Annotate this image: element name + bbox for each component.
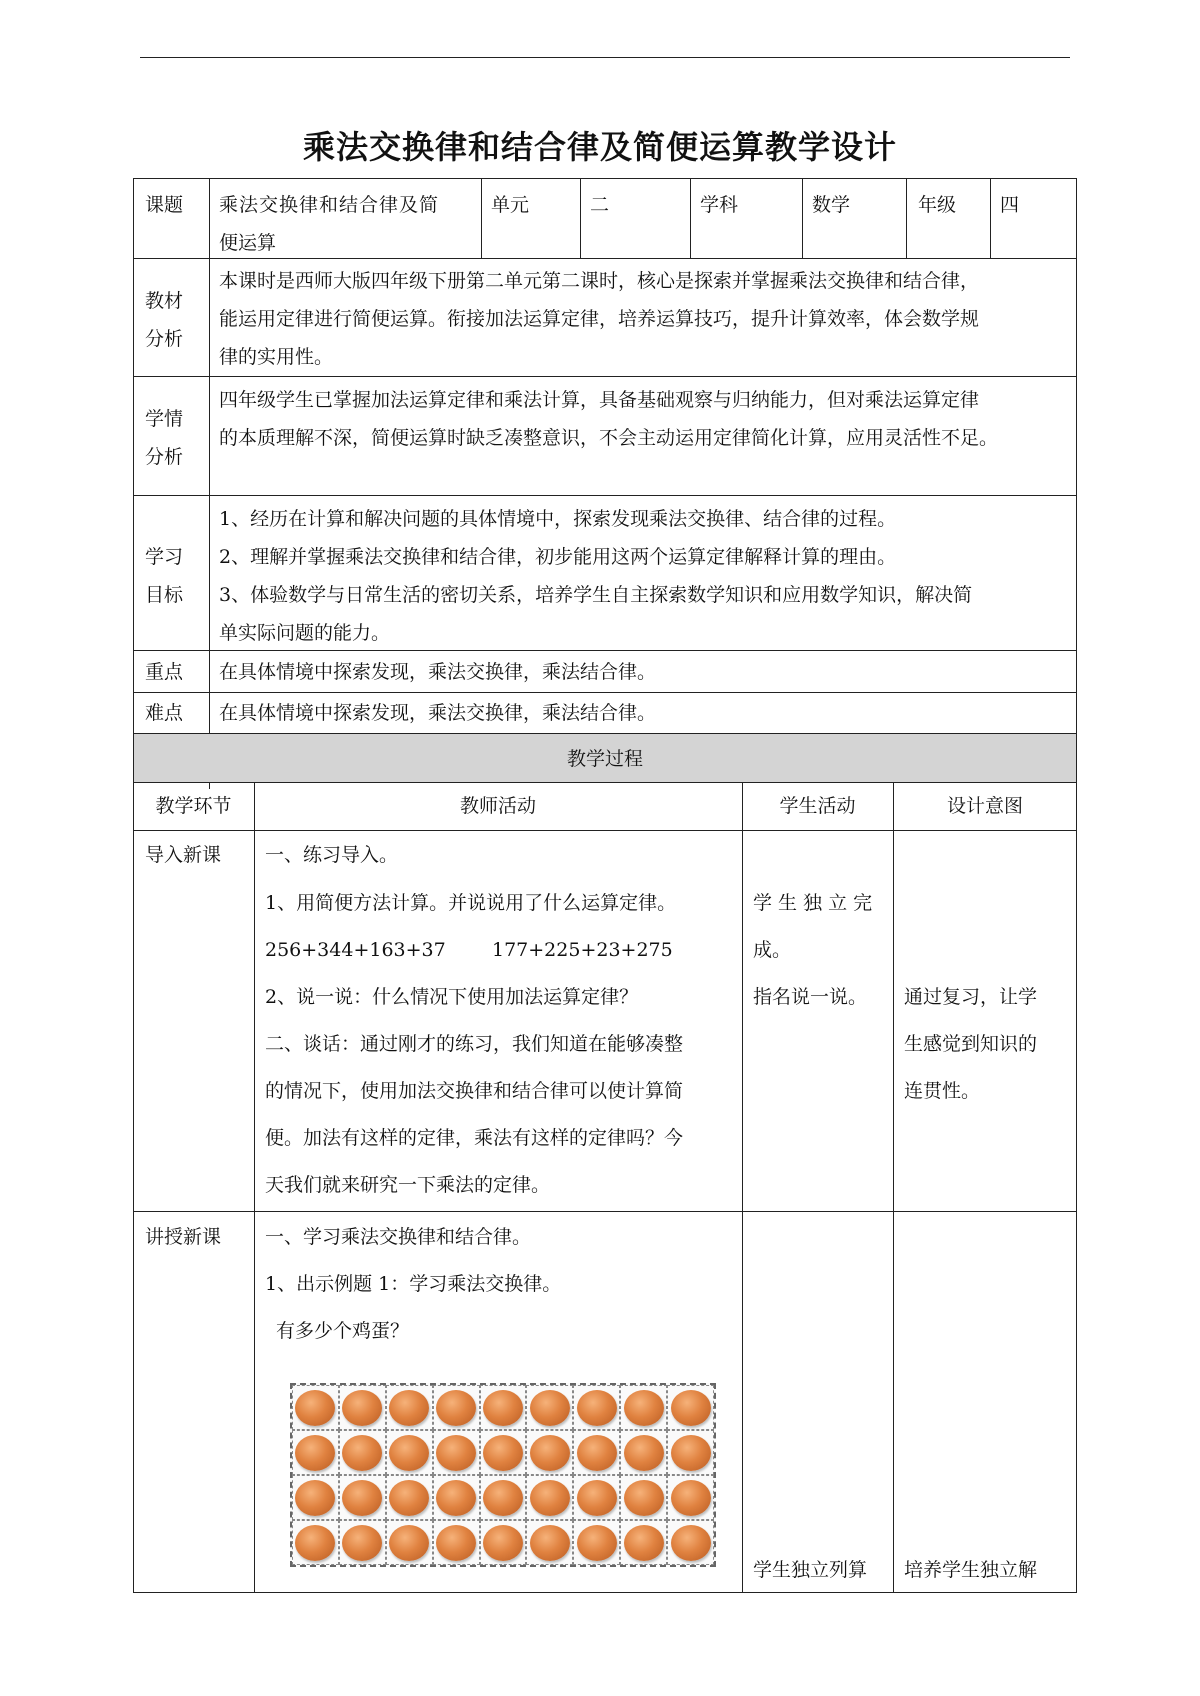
- objective-line: 2、理解并掌握乘法交换律和结合律，初步能用这两个运算定律解释计算的理由。: [219, 546, 897, 568]
- process-heading: 教学过程: [566, 748, 643, 770]
- egg-icon: [671, 1390, 711, 1426]
- header-rule: [140, 57, 1070, 58]
- egg-cell: [292, 1430, 339, 1475]
- grade-value: 四: [1000, 194, 1020, 216]
- unit-value: 二: [590, 194, 610, 216]
- intro-teacher-line: 2、说一说：什么情况下使用加法运算定律？: [265, 986, 639, 1008]
- egg-cell: [433, 1475, 480, 1520]
- egg-icon: [624, 1435, 664, 1471]
- egg-cell: [433, 1430, 480, 1475]
- egg-cell: [292, 1475, 339, 1520]
- egg-icon: [389, 1435, 429, 1471]
- col-intent: 设计意图: [946, 795, 1023, 817]
- egg-icon: [436, 1525, 476, 1561]
- egg-icon: [530, 1435, 570, 1471]
- egg-cell: [339, 1475, 386, 1520]
- egg-icon: [389, 1525, 429, 1561]
- eggs-picture: [290, 1383, 716, 1567]
- egg-cell: [667, 1385, 714, 1430]
- egg-icon: [483, 1390, 523, 1426]
- egg-cell: [292, 1520, 339, 1565]
- egg-cell: [667, 1475, 714, 1520]
- egg-cell: [573, 1385, 620, 1430]
- objective-line: 1、经历在计算和解决问题的具体情境中，探索发现乘法交换律、结合律的过程。: [219, 508, 897, 530]
- textbook-analysis-line: 律的实用性。: [219, 346, 334, 368]
- intro-student-line: 成。: [753, 939, 792, 961]
- objectives-label-2: 目标: [145, 584, 184, 606]
- egg-cell: [667, 1520, 714, 1565]
- egg-cell: [526, 1385, 573, 1430]
- lesson-question: 有多少个鸡蛋？: [276, 1320, 410, 1342]
- egg-cell: [526, 1475, 573, 1520]
- egg-cell: [573, 1430, 620, 1475]
- intro-teacher-line: 的情况下，使用加法交换律和结合律可以使计算简: [265, 1080, 684, 1102]
- unit-label: 单元: [491, 194, 530, 216]
- difficulty-label: 难点: [145, 702, 184, 724]
- textbook-analysis-label-2: 分析: [145, 328, 184, 350]
- egg-cell: [620, 1475, 667, 1520]
- egg-cell: [386, 1520, 433, 1565]
- egg-cell: [526, 1520, 573, 1565]
- egg-icon: [436, 1435, 476, 1471]
- student-analysis-label-2: 分析: [145, 446, 184, 468]
- subject-label: 学科: [700, 194, 739, 216]
- egg-cell: [480, 1385, 527, 1430]
- key-point-text: 在具体情境中探索发现，乘法交换律，乘法结合律。: [219, 661, 657, 683]
- egg-cell: [526, 1430, 573, 1475]
- egg-icon: [577, 1480, 617, 1516]
- egg-cell: [339, 1430, 386, 1475]
- lesson-stage: 讲授新课: [145, 1226, 222, 1248]
- intro-teacher-line: 一、练习导入。: [265, 844, 399, 866]
- egg-cell: [573, 1520, 620, 1565]
- egg-cell: [620, 1385, 667, 1430]
- egg-cell: [480, 1475, 527, 1520]
- egg-icon: [530, 1525, 570, 1561]
- egg-cell: [339, 1385, 386, 1430]
- egg-icon: [624, 1525, 664, 1561]
- objective-line: 单实际问题的能力。: [219, 622, 391, 644]
- egg-icon: [624, 1480, 664, 1516]
- egg-cell: [480, 1520, 527, 1565]
- intro-teacher-line: 天我们就来研究一下乘法的定律。: [265, 1174, 551, 1196]
- objective-line: 3、体验数学与日常生活的密切关系，培养学生自主探索数学知识和应用数学知识，解决简: [219, 584, 973, 606]
- intro-student-line: 学 生 独 立 完: [753, 892, 873, 914]
- student-analysis-line: 的本质理解不深，简便运算时缺乏凑整意识，不会主动运用定律简化计算，应用灵活性不足。: [219, 427, 999, 449]
- topic-value-line2: 便运算: [219, 232, 277, 254]
- egg-icon: [577, 1525, 617, 1561]
- egg-cell: [386, 1430, 433, 1475]
- egg-cell: [386, 1475, 433, 1520]
- egg-icon: [530, 1390, 570, 1426]
- lesson-student: 学生独立列算: [753, 1559, 868, 1581]
- col-teacher: 教师活动: [459, 795, 536, 817]
- key-point-label: 重点: [145, 661, 184, 683]
- egg-cell: [292, 1385, 339, 1430]
- intro-teacher-line: 二、谈话：通过刚才的练习，我们知道在能够凑整: [265, 1033, 684, 1055]
- intro-expression-1: 256+344+163+37: [265, 939, 446, 961]
- egg-icon: [342, 1435, 382, 1471]
- egg-cell: [433, 1520, 480, 1565]
- textbook-analysis-line: 能运用定律进行简便运算。衔接加法运算定律，培养运算技巧，提升计算效率，体会数学规: [219, 308, 980, 330]
- egg-icon: [436, 1390, 476, 1426]
- egg-icon: [577, 1390, 617, 1426]
- egg-cell: [620, 1520, 667, 1565]
- egg-cell: [620, 1430, 667, 1475]
- egg-icon: [483, 1480, 523, 1516]
- egg-icon: [530, 1480, 570, 1516]
- intro-teacher-line: 1、用简便方法计算。并说说用了什么运算定律。: [265, 892, 677, 914]
- intro-intent-line: 通过复习，让学: [904, 986, 1038, 1008]
- textbook-analysis-line: 本课时是西师大版四年级下册第二单元第二课时，核心是探索并掌握乘法交换律和结合律，: [219, 270, 980, 292]
- egg-icon: [295, 1435, 335, 1471]
- intro-intent-line: 生感觉到知识的: [904, 1033, 1038, 1055]
- lesson-teacher-line: 一、学习乘法交换律和结合律。: [265, 1226, 532, 1248]
- lesson-intent: 培养学生独立解: [904, 1559, 1038, 1581]
- subject-value: 数学: [812, 194, 851, 216]
- grade-label: 年级: [918, 194, 957, 216]
- egg-icon: [671, 1435, 711, 1471]
- topic-value-line1: 乘法交换律和结合律及简: [219, 194, 440, 216]
- egg-icon: [342, 1390, 382, 1426]
- egg-icon: [624, 1390, 664, 1426]
- egg-icon: [389, 1390, 429, 1426]
- egg-cell: [433, 1385, 480, 1430]
- document-title: 乘法交换律和结合律及简便运算教学设计: [302, 128, 897, 166]
- egg-icon: [295, 1390, 335, 1426]
- egg-icon: [295, 1480, 335, 1516]
- textbook-analysis-label-1: 教材: [145, 290, 184, 312]
- intro-student-line: 指名说一说。: [753, 986, 868, 1008]
- egg-icon: [577, 1435, 617, 1471]
- egg-icon: [671, 1480, 711, 1516]
- egg-cell: [480, 1430, 527, 1475]
- egg-icon: [295, 1525, 335, 1561]
- intro-intent-line: 连贯性。: [904, 1080, 981, 1102]
- intro-stage: 导入新课: [145, 844, 222, 866]
- egg-icon: [483, 1435, 523, 1471]
- objectives-label-1: 学习: [145, 546, 184, 568]
- col-student: 学生活动: [779, 795, 856, 817]
- egg-icon: [671, 1525, 711, 1561]
- egg-icon: [342, 1480, 382, 1516]
- intro-teacher-line: 便。加法有这样的定律，乘法有这样的定律吗？今: [265, 1127, 684, 1149]
- egg-icon: [483, 1525, 523, 1561]
- egg-grid: [292, 1385, 714, 1565]
- student-analysis-label-1: 学情: [145, 408, 184, 430]
- difficulty-text: 在具体情境中探索发现，乘法交换律，乘法结合律。: [219, 702, 657, 724]
- egg-cell: [573, 1475, 620, 1520]
- topic-label: 课题: [145, 194, 184, 216]
- student-analysis-line: 四年级学生已掌握加法运算定律和乘法计算，具备基础观察与归纳能力，但对乘法运算定律: [219, 389, 980, 411]
- col-stage: 教学环节: [155, 795, 232, 817]
- intro-expression-2: 177+225+23+275: [492, 939, 673, 961]
- egg-cell: [667, 1430, 714, 1475]
- lesson-teacher-line: 1、出示例题 1：学习乘法交换律。: [265, 1273, 562, 1295]
- egg-icon: [389, 1480, 429, 1516]
- egg-cell: [386, 1385, 433, 1430]
- egg-icon: [436, 1480, 476, 1516]
- egg-icon: [342, 1525, 382, 1561]
- egg-cell: [339, 1520, 386, 1565]
